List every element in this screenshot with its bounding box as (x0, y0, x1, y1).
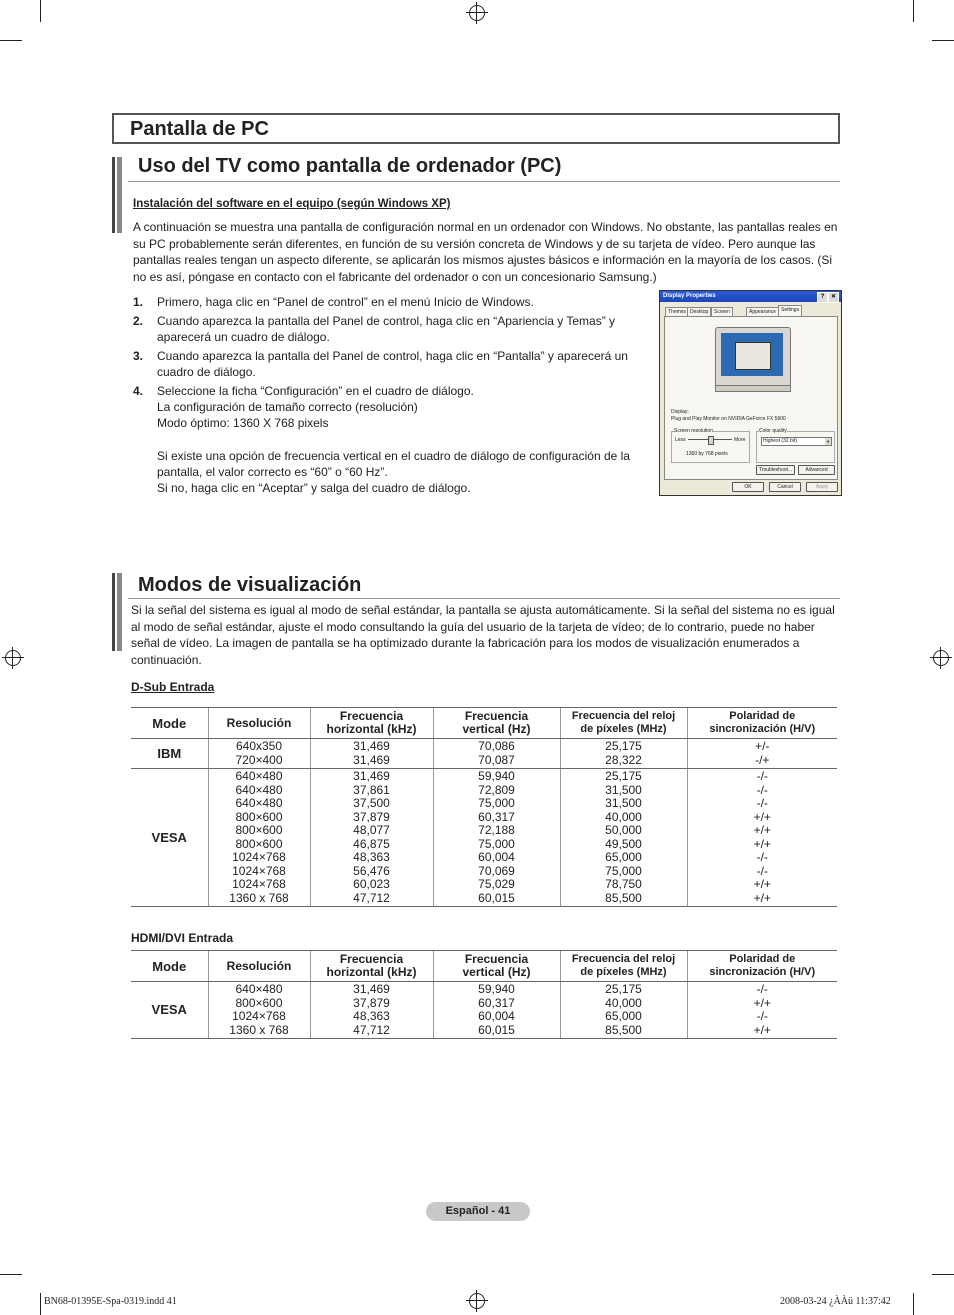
cell-value: -/- (756, 863, 768, 878)
modes-intro-paragraph: Si la señal del sistema es igual al modo de señal estándar, la pantalla se ajusta automáticamente. Si la señal del sistema no es igual al modo de señal estándar, ajuste el modo consultando la guía del usuario de la tarjeta de vídeo; de lo contrario, puede no haber señal de vídeo. La imagen de pantalla se ha optimizado durante la fabricación para los modos de visualización enumerados a continuación. (131, 603, 835, 667)
table-row (131, 739, 837, 769)
cell-value: +/- (755, 739, 770, 753)
mode-cell: VESA (131, 769, 208, 907)
cell-value: 47,712 (353, 1022, 390, 1037)
cell-value: 31,500 (605, 782, 642, 797)
cell-value: 1024×768 (232, 877, 286, 891)
cell-value: 640×480 (235, 982, 283, 996)
hfreq-cell (310, 982, 433, 1039)
polarity-cell (687, 982, 837, 1039)
cell-value: 60,015 (478, 1022, 515, 1037)
pc-section-title: Uso del TV como pantalla de ordenador (PC) (138, 155, 562, 177)
header-line: de píxeles (MHz) (580, 723, 667, 735)
cell-value: 640×480 (235, 796, 283, 810)
header-resolution: Resolución (208, 951, 310, 982)
help-icon: ? (817, 292, 828, 303)
cell-value: 37,879 (353, 809, 390, 824)
crop-mark (913, 1293, 914, 1315)
header-line: sincronización (H/V) (709, 723, 816, 735)
resolution-cell (208, 982, 310, 1039)
crop-mark (932, 40, 954, 41)
step-number: 4. (133, 384, 144, 398)
step-note: Si existe una opción de frecuencia vertical en el cuadro de diálogo de configuración de la (157, 449, 630, 463)
cancel-button: Cancel (769, 482, 801, 492)
cell-value: 46,875 (353, 836, 390, 851)
cell-value: 37,861 (353, 782, 390, 797)
header-line: vertical (Hz) (462, 722, 531, 736)
window-preview-icon (735, 342, 771, 370)
section-header-box (112, 113, 840, 144)
color-quality-select (761, 437, 832, 446)
cell-value: +/+ (753, 995, 771, 1010)
registration-mark-icon (933, 650, 949, 666)
color-quality-group (756, 428, 835, 463)
registration-mark-icon (469, 5, 485, 21)
header-line: Frecuencia (339, 709, 404, 723)
cell-value: 800×600 (235, 836, 283, 851)
cell-value: 75,000 (478, 836, 515, 851)
cell-value: +/+ (753, 890, 771, 905)
cell-value: 65,000 (605, 850, 642, 864)
troubleshoot-button: Troubleshoot... (756, 465, 795, 475)
step-text: Primero, haga clic en “Panel de control” en el menú Inicio de Windows. (157, 295, 534, 309)
header-hfreq (310, 708, 433, 739)
color-quality-value: Highest (32 bit) (763, 438, 797, 444)
heading-bar (112, 573, 122, 651)
header-clock (560, 951, 687, 982)
crop-mark (40, 1293, 41, 1315)
hfreq-cell (310, 739, 433, 769)
cell-value: 25,175 (605, 982, 642, 996)
step-text: Seleccione la ficha “Configuración” en el cuadro de diálogo. (157, 384, 474, 398)
cell-value: 40,000 (605, 995, 642, 1010)
cell-value: +/+ (753, 836, 771, 851)
cell-value: 1360 x 768 (229, 1022, 289, 1037)
cell-value: 25,175 (605, 739, 642, 753)
header-line: Frecuencia (339, 952, 404, 966)
cell-value: -/- (756, 796, 768, 810)
step-text: Cuando aparezca la pantalla del Panel de control, haga clic en “Apariencia y Temas” y aparecerá un cuadro de diálogo. (157, 314, 616, 344)
cell-value: +/+ (753, 809, 771, 824)
mode-cell: IBM (131, 739, 208, 769)
dsub-label: D-Sub Entrada (131, 680, 215, 694)
step-text: La configuración de tamaño correcto (resolución) (157, 400, 418, 414)
cell-value: 70,086 (478, 739, 515, 753)
cell-value: 49,500 (605, 836, 642, 851)
cell-value: 37,500 (353, 796, 390, 810)
crop-mark (913, 0, 914, 22)
cell-value: 50,000 (605, 823, 642, 837)
crop-mark (0, 40, 22, 41)
step-number: 1. (133, 295, 144, 309)
cell-value: -/- (756, 850, 768, 864)
cell-value: -/- (756, 1009, 768, 1023)
color-quality-label: Color quality (759, 428, 787, 434)
page-number-badge: Español - 41 (426, 1202, 530, 1221)
header-clock (560, 708, 687, 739)
header-line: vertical (Hz) (462, 965, 531, 979)
apply-button: Apply (806, 482, 838, 492)
cell-value: 65,000 (605, 1009, 642, 1023)
resolution-cell (208, 739, 310, 769)
footer-timestamp: 2008-03-24 ¿ÀÀü 11:37:42 (780, 1296, 891, 1307)
header-mode: Mode (131, 708, 208, 739)
header-vfreq (433, 708, 560, 739)
header-line: Frecuencia (464, 709, 529, 723)
more-label: More (734, 437, 746, 443)
pc-intro-paragraph: A continuación se muestra una pantalla de configuración normal en un ordenador con Windows. No obstante, las pantallas reales en su PC probablemente serán diferentes, en función de su versión concreta de Windows y de su tarjeta de vídeo. Pero aunque las pantallas reales tengan un aspecto diferente, se aplicarán los mismos ajustes básicos e información en la mayoría de los casos. (Si no es así, póngase en contacto con el fabricante del ordenador o con un concesionario Samsung.) (133, 220, 838, 284)
registration-mark-icon (5, 650, 21, 666)
tab-settings: Settings (778, 305, 802, 316)
cell-value: -/+ (755, 752, 770, 767)
crop-mark (40, 0, 41, 22)
header-resolution: Resolución (208, 708, 310, 739)
cell-value: 25,175 (605, 769, 642, 783)
cell-value: +/+ (753, 877, 771, 891)
chevron-down-icon: ▼ (826, 439, 830, 444)
cell-value: 800×600 (235, 995, 283, 1010)
cell-value: 37,879 (353, 995, 390, 1010)
cell-value: 60,015 (478, 890, 515, 905)
dialog-title: Display Properties (663, 293, 716, 299)
hdmi-modes-table (131, 950, 837, 1039)
cell-value: 640x350 (235, 739, 283, 753)
hfreq-cell (310, 769, 433, 907)
advanced-button: Advanced (798, 465, 835, 475)
cell-value: 800×600 (235, 823, 283, 837)
header-vfreq (433, 951, 560, 982)
step-note: Si no, haga clic en “Aceptar” y salga del cuadro de diálogo. (157, 481, 471, 495)
header-line: horizontal (kHz) (326, 965, 417, 979)
display-value: Plug and Play Monitor on NVIDIA GeForce FX 5600 (671, 416, 786, 422)
monitor-icon (715, 327, 791, 387)
header-mode: Mode (131, 951, 208, 982)
cell-value: +/+ (753, 1022, 771, 1037)
header-line: Polaridad de (729, 953, 796, 965)
cell-value: 75,000 (605, 863, 642, 878)
cell-value: 720×400 (235, 752, 283, 767)
monitor-stand (715, 385, 791, 392)
cell-value: 640×480 (235, 782, 283, 797)
cell-value: -/- (756, 782, 768, 797)
heading-rule (128, 181, 840, 182)
ok-button: OK (732, 482, 764, 492)
cell-value: 31,469 (353, 739, 390, 753)
dsub-modes-table (131, 707, 837, 907)
cell-value: 85,500 (605, 1022, 642, 1037)
cell-value: 72,188 (478, 823, 515, 837)
cell-value: -/- (756, 982, 768, 996)
resolution-group (671, 428, 750, 463)
cell-value: 40,000 (605, 809, 642, 824)
cell-value: 56,476 (353, 863, 390, 878)
header-line: Frecuencia del reloj (571, 710, 676, 722)
step-text: Cuando aparezca la pantalla del Panel de control, haga clic en “Pantalla” y aparecerá un cuadro de diálogo. (157, 349, 628, 379)
cell-value: 60,317 (478, 995, 515, 1010)
cell-value: 640×480 (235, 769, 283, 783)
slider-thumb (708, 436, 714, 445)
cell-value: 60,004 (478, 850, 515, 864)
header-line: horizontal (kHz) (326, 722, 417, 736)
cell-value: 78,750 (605, 877, 642, 891)
vfreq-cell (433, 739, 560, 769)
header-line: Polaridad de (729, 710, 796, 722)
registration-mark-icon (469, 1293, 485, 1309)
cell-value: 800×600 (235, 809, 283, 824)
less-label: Less (675, 437, 686, 443)
cell-value: 75,029 (478, 877, 515, 891)
modes-section-title: Modos de visualización (138, 574, 362, 596)
clock-cell (560, 739, 687, 769)
cell-value: 75,000 (478, 796, 515, 810)
cell-value: 60,317 (478, 809, 515, 824)
crop-mark (0, 1274, 22, 1275)
cell-value: -/- (756, 769, 768, 783)
polarity-cell (687, 739, 837, 769)
cell-value: 85,500 (605, 890, 642, 905)
header-line: de píxeles (MHz) (580, 966, 667, 978)
resolution-value: 1360 by 768 pixels (686, 451, 728, 457)
monitor-screen (721, 333, 783, 376)
crop-mark (932, 1274, 954, 1275)
cell-value: 28,322 (605, 752, 642, 767)
display-properties-dialog (659, 290, 842, 496)
header-polarity (687, 951, 837, 982)
cell-value: 1024×768 (232, 850, 286, 864)
vfreq-cell (433, 769, 560, 907)
mode-cell: VESA (131, 982, 208, 1039)
header-line: Frecuencia del reloj (571, 953, 676, 965)
cell-value: 48,363 (353, 850, 390, 864)
display-label: Display: (671, 409, 689, 415)
step-text: Modo óptimo: 1360 X 768 pixels (157, 416, 329, 430)
cell-value: 1024×768 (232, 863, 286, 878)
cell-value: 31,469 (353, 769, 390, 783)
resolution-cell (208, 769, 310, 907)
cell-value: 31,500 (605, 796, 642, 810)
heading-rule (128, 598, 840, 599)
resolution-label: Screen resolution (674, 428, 713, 434)
cell-value: 48,363 (353, 1009, 390, 1023)
close-icon: ✕ (828, 292, 839, 303)
step-note: pantalla, el valor correcto es “60” o “60 Hz”. (157, 465, 388, 479)
cell-value: 31,469 (353, 982, 390, 996)
settings-panel (664, 316, 838, 480)
header-line: sincronización (H/V) (709, 966, 816, 978)
cell-value: 48,077 (353, 823, 390, 837)
tab-screen-saver: Screen (711, 307, 733, 316)
vfreq-cell (433, 982, 560, 1039)
footer-filename: BN68-01395E-Spa-0319.indd 41 (44, 1296, 177, 1307)
cell-value: +/+ (753, 823, 771, 837)
hdmi-label: HDMI/DVI Entrada (131, 931, 234, 945)
cell-value: 72,809 (478, 782, 515, 797)
cell-value: 1360 x 768 (229, 890, 289, 905)
header-hfreq (310, 951, 433, 982)
section-title: Pantalla de PC (130, 118, 269, 140)
tab-appearance: Appearance (746, 307, 779, 316)
tab-themes: Themes (665, 307, 689, 316)
cell-value: 59,940 (478, 982, 515, 996)
cell-value: 60,023 (353, 877, 390, 891)
cell-value: 70,087 (478, 752, 515, 767)
step-number: 3. (133, 349, 144, 363)
pc-subheading: Instalación del software en el equipo (según Windows XP) (133, 198, 451, 210)
cell-value: 59,940 (478, 769, 515, 783)
tab-desktop: Desktop (687, 307, 711, 316)
dialog-titlebar (660, 291, 841, 302)
cell-value: 31,469 (353, 752, 390, 767)
step-number: 2. (133, 314, 144, 328)
clock-cell (560, 982, 687, 1039)
cell-value: 47,712 (353, 890, 390, 905)
header-polarity (687, 708, 837, 739)
cell-value: 70,069 (478, 863, 515, 878)
table-row (131, 769, 837, 907)
cell-value: 1024×768 (232, 1009, 286, 1023)
cell-value: 60,004 (478, 1009, 515, 1023)
clock-cell (560, 769, 687, 907)
heading-bar (112, 157, 122, 233)
header-line: Frecuencia (464, 952, 529, 966)
table-row (131, 982, 837, 1039)
polarity-cell (687, 769, 837, 907)
